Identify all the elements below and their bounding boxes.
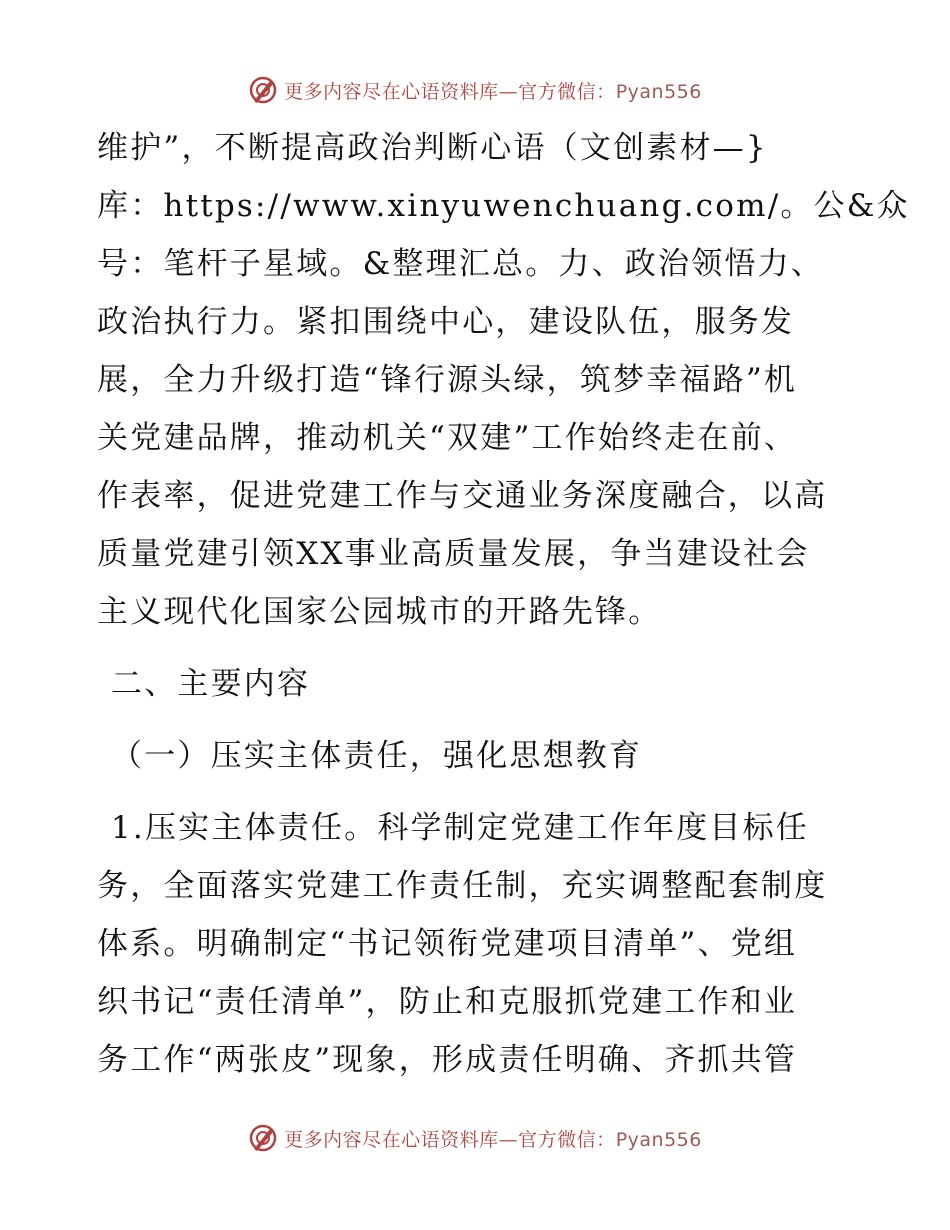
text-line: 体系。明确制定“书记领衔党建项目清单”、党组 <box>97 926 798 962</box>
watermark-text: 更多内容尽在心语资料库—官方微信：Pyan556 <box>284 80 702 103</box>
text-line: 1.压实主体责任。科学制定党建工作年度目标任 <box>111 810 809 846</box>
pen-logo-icon <box>248 75 278 105</box>
text-line: 作表率，促进党建工作与交通业务深度融合，以高 <box>97 478 828 514</box>
section-heading: 二、主要内容 <box>111 666 311 702</box>
text-line: 库：https://www.xinyuwenchuang.com/。公&众 <box>97 188 910 224</box>
text-line: 织书记“责任清单”，防止和克服抓党建工作和业 <box>97 984 798 1020</box>
text-line: 维护”，不断提高政治判断心语（文创素材—} <box>97 130 768 166</box>
footer-watermark-banner <box>0 1118 950 1158</box>
document-body <box>97 119 910 1089</box>
text-line: 质量党建引领XX事业高质量发展，争当建设社会 <box>97 536 810 572</box>
text-line: 主义现代化国家公园城市的开路先锋。 <box>97 594 662 630</box>
text-line: 号：笔杆子星域。&整理汇总。力、政治领悟力、 <box>97 246 824 282</box>
text-line: 展，全力升级打造“锋行源头绿，筑梦幸福路”机 <box>97 362 798 398</box>
header-watermark-banner <box>0 70 950 110</box>
watermark-text: 更多内容尽在心语资料库—官方微信：Pyan556 <box>284 1128 702 1151</box>
pen-logo-icon <box>248 1123 278 1153</box>
text-line: 务工作“两张皮”现象，形成责任明确、齐抓共管 <box>97 1042 798 1078</box>
paragraph-intro <box>97 119 910 641</box>
text-line: 政治执行力。紧扣围绕中心，建设队伍，服务发 <box>97 304 795 340</box>
text-line: 务，全面落实党建工作责任制，充实调整配套制度 <box>97 868 828 904</box>
paragraph-main-responsibility <box>97 799 857 1089</box>
subsection-heading: （一）压实主体责任，强化思想教育 <box>111 738 643 774</box>
text-line: 关党建品牌，推动机关“双建”工作始终走在前、 <box>97 420 798 456</box>
